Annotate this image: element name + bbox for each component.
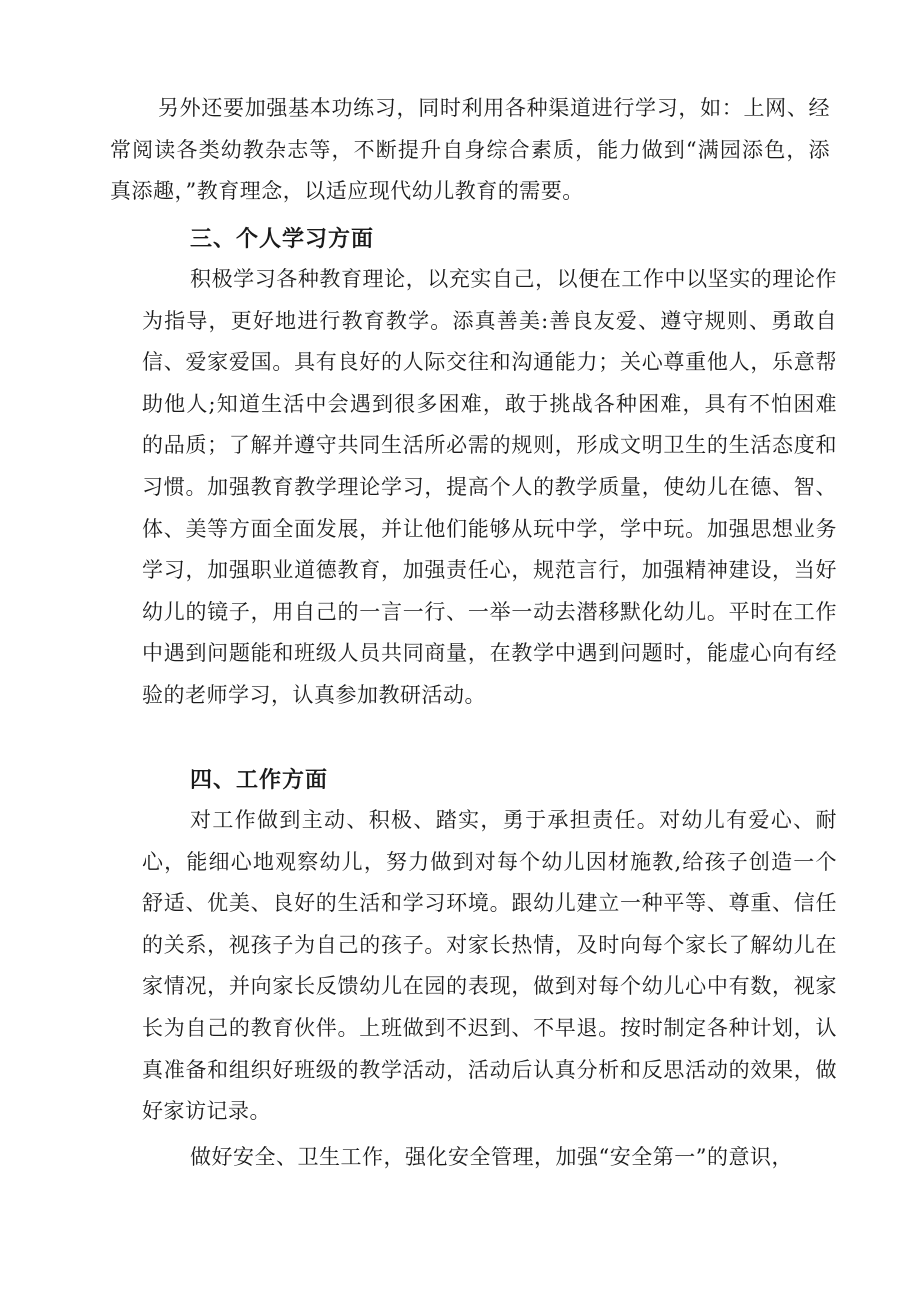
section-four-heading: 四、工作方面 (190, 767, 329, 793)
section-four-paragraph: 对工作做到主动、积极、踏实，勇于承担责任。对幼儿有爱心、耐心，能细心地观察幼儿，努力做到对每个幼儿因材施教,给孩子创造一个舒适、优美、良好的生活和学习环境。跟幼儿建立一种平等、尊重、信任的关系，视孩子为自己的孩子。对家长热情，及时向每个家长了解幼儿在家情况，并向家长反馈幼儿在园的表现，做到对每个幼儿心中有数，视家长为自己的教育伙伴。上班做到不迟到、不早退。按时制定各种计划，认真准备和组织好班级的教学活动，活动后认真分析和反思活动的效果，做好家访记录。 (142, 808, 837, 1124)
section-three-paragraph: 积极学习各种教育理论，以充实自己，以便在工作中以坚实的理论作为指导，更好地进行教育教学。添真善美:善良友爱、遵守规则、勇敢自信、爱家爱国。具有良好的人际交往和沟通能力；关心尊重他人，乐意帮助他人;知道生活中会遇到很多困难，敢于挑战各种困难，具有不怕困难的品质；了解并遵守共同生活所必需的规则，形成文明卫生的生活态度和习惯。加强教育教学理论学习，提高个人的教学质量，使幼儿在德、智、体、美等方面全面发展，并让他们能够从玩中学，学中玩。加强思想业务学习，加强职业道德教育，加强责任心，规范言行，加强精神建设，当好幼儿的镜子，用自己的一言一行、一举一动去潜移默化幼儿。平时在工作中遇到问题能和班级人员共同商量，在教学中遇到问题时，能虚心向有经验的老师学习，认真参加教研活动。 (142, 267, 837, 707)
intro-paragraph: 另外还要加强基本功练习，同时利用各种渠道进行学习，如：上网、经常阅读各类幼教杂志等，不断提升自身综合素质，能力做到“满园添色，添真添趣，”教育理念，以适应现代幼儿教育的需要。 (110, 96, 830, 204)
section-three-heading: 三、个人学习方面 (190, 226, 375, 252)
section-four-paragraph-2: 做好安全、卫生工作，强化安全管理，加强“安全第一”的意识， (190, 1145, 793, 1169)
